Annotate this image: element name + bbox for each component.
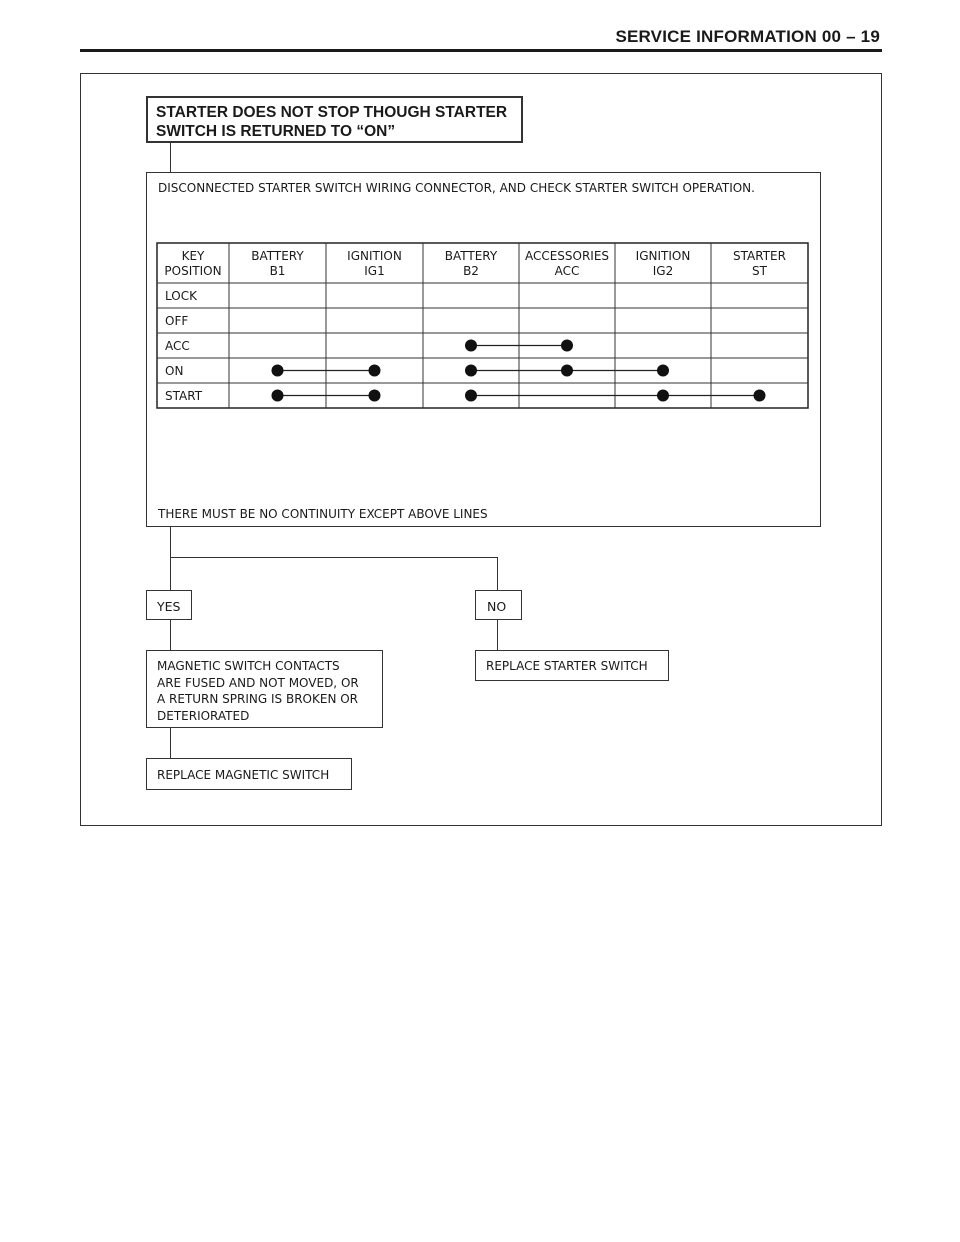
table-header-text: BATTERY (251, 249, 304, 263)
table-header-text: IG1 (364, 264, 385, 278)
continuity-dot (561, 365, 573, 377)
replace-magnetic-switch-box (146, 758, 352, 790)
magnetic-switch-cause-box (146, 650, 383, 728)
page-header-title: SERVICE INFORMATION 00 – 19 (615, 27, 880, 46)
replace-starter-switch-label: REPLACE STARTER SWITCH (486, 659, 648, 673)
table-header-text: IGNITION (347, 249, 402, 263)
table-header-text: BATTERY (444, 249, 498, 263)
connector-line (497, 620, 498, 650)
cause-line: MAGNETIC SWITCH CONTACTS (157, 659, 340, 673)
connector-line (170, 557, 498, 558)
yes-box (146, 590, 192, 620)
check-instruction: DISCONNECTED STARTER SWITCH WIRING CONNECTOR, AND CHECK STARTER SWITCH OPERATION. (158, 181, 755, 195)
table-row-label: ON (165, 364, 184, 378)
table-row-label: LOCK (165, 289, 197, 303)
table-header-text: POSITION (164, 264, 222, 278)
connector-line (497, 557, 498, 590)
no-box (475, 590, 522, 620)
table-row-label: OFF (165, 314, 189, 328)
connector-line (170, 620, 171, 650)
no-label: NO (487, 599, 507, 614)
cause-line: ARE FUSED AND NOT MOVED, OR (157, 675, 359, 690)
continuity-dot (657, 365, 669, 377)
table-header-text: B1 (269, 264, 286, 278)
table-header-text: IG2 (652, 264, 674, 278)
table-header-text: IGNITION (635, 249, 691, 263)
continuity-note: THERE MUST BE NO CONTINUITY EXCEPT ABOVE LINES (158, 507, 488, 521)
cause-line: DETERIORATED (157, 708, 250, 723)
table-header-text: ACCESSORIES (524, 249, 610, 263)
continuity-dot (754, 390, 766, 402)
table-row-label: ACC (165, 339, 190, 353)
table-header-text: STARTER (733, 249, 786, 263)
table-header-text: ST (752, 264, 767, 278)
replace-magnetic-switch-label: REPLACE MAGNETIC SWITCH (157, 768, 330, 782)
yes-label: YES (157, 599, 181, 614)
continuity-dot (272, 390, 284, 402)
symptom-title-line2: SWITCH IS RETURNED TO “ON” (156, 123, 396, 140)
continuity-dot (272, 365, 284, 377)
continuity-dot (465, 365, 477, 377)
continuity-dot (369, 390, 381, 402)
replace-starter-switch-box (475, 650, 669, 681)
symptom-title-line1: STARTER DOES NOT STOP THOUGH STARTER (156, 104, 508, 121)
table-header-text: ACC (554, 264, 580, 278)
table-row-label: START (165, 389, 203, 403)
table-header-text: KEY (181, 249, 205, 263)
continuity-dot (465, 390, 477, 402)
connector-line (170, 527, 171, 590)
continuity-dot (465, 340, 477, 352)
continuity-dot (369, 365, 381, 377)
table-header-text: B2 (463, 264, 479, 278)
continuity-dot (561, 340, 573, 352)
connector-line (170, 728, 171, 758)
continuity-dot (657, 390, 669, 402)
cause-line: A RETURN SPRING IS BROKEN OR (157, 692, 359, 706)
